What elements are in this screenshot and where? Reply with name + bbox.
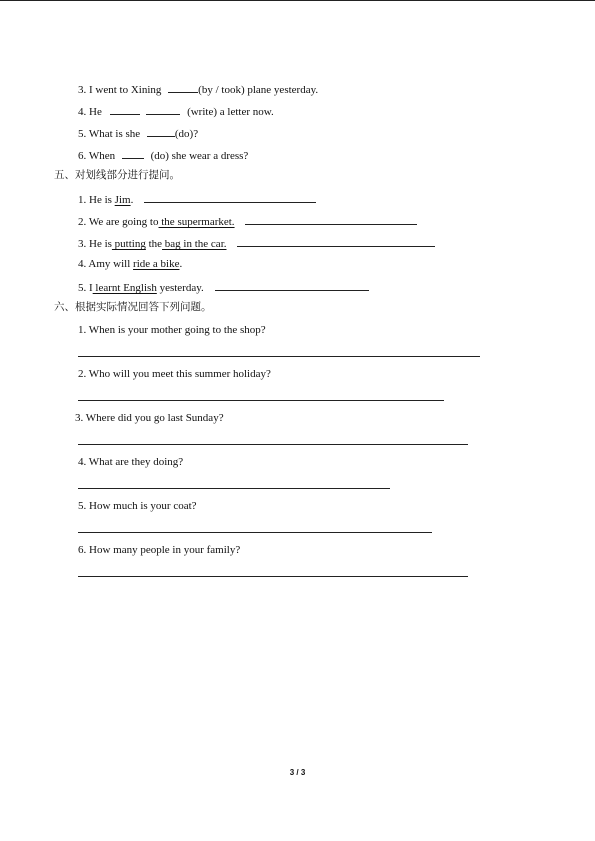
answer-blank[interactable]	[122, 147, 144, 159]
p5-question-3: 3. He is putting the bag in the car.	[78, 235, 435, 251]
answer-blank[interactable]	[144, 191, 316, 203]
answer-line[interactable]	[78, 444, 468, 445]
answer-blank[interactable]	[110, 103, 140, 115]
underlined-phrase: putting	[111, 238, 146, 250]
p6-question-3: 3. Where did you go last Sunday?	[75, 412, 224, 424]
answer-blank[interactable]	[245, 213, 417, 225]
p6-question-1: 1. When is your mother going to the shop?	[78, 324, 266, 336]
top-border	[0, 0, 595, 1]
underlined-phrase: Jim	[114, 194, 131, 206]
underlined-phrase: bag in the car.	[162, 238, 227, 250]
p5-question-5: 5. I learnt English yesterday.	[78, 279, 369, 295]
p5-question-4: 4. Amy will ride a bike.	[78, 258, 183, 270]
underlined-phrase: ride a bike	[133, 258, 180, 270]
p5-question-1: 1. He is Jim.	[78, 191, 316, 207]
answer-blank[interactable]	[215, 279, 369, 291]
underlined-phrase: learnt English	[92, 282, 157, 294]
underlined-phrase: the supermarket.	[158, 216, 235, 228]
p4-question-5: 5. What is she (do)?	[78, 125, 198, 141]
p6-question-5: 5. How much is your coat?	[78, 500, 197, 512]
p6-question-2: 2. Who will you meet this summer holiday?	[78, 368, 271, 380]
answer-line[interactable]	[78, 400, 444, 401]
answer-line[interactable]	[78, 488, 390, 489]
section-heading-5: 五、对划线部分进行提问。	[54, 169, 180, 181]
answer-line[interactable]	[78, 356, 480, 357]
answer-blank[interactable]	[146, 103, 180, 115]
answer-blank[interactable]	[168, 81, 198, 93]
answer-line[interactable]	[78, 576, 468, 577]
p4-question-4: 4. He (write) a letter now.	[78, 103, 274, 119]
p4-question-6: 6. When (do) she wear a dress?	[78, 147, 248, 163]
page-number: 3 / 3	[289, 768, 306, 777]
answer-blank[interactable]	[147, 125, 175, 137]
p6-question-4: 4. What are they doing?	[78, 456, 184, 468]
p6-question-6: 6. How many people in your family?	[78, 544, 241, 556]
p4-question-3: 3. I went to Xining (by / took) plane yesterday.	[78, 81, 318, 97]
p5-question-2: 2. We are going to the supermarket.	[78, 213, 417, 229]
section-heading-6: 六、根据实际情况回答下列问题。	[54, 301, 212, 313]
answer-blank[interactable]	[237, 235, 435, 247]
answer-line[interactable]	[78, 532, 432, 533]
